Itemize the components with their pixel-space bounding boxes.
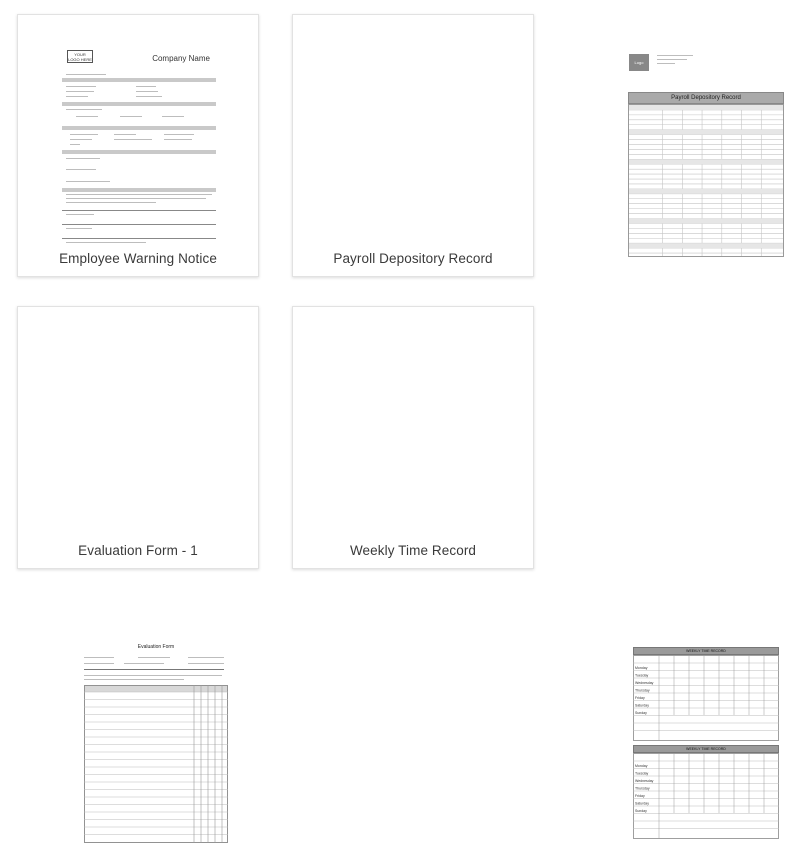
preview-rule (62, 238, 216, 239)
evaluation-grid (84, 685, 228, 843)
preview-section-bar (62, 188, 216, 192)
weekday-label: Wednesday (635, 779, 654, 783)
weekday-label: Sunday (635, 711, 647, 715)
template-preview-thumbnail[interactable] (627, 51, 785, 258)
preview-line (657, 55, 693, 56)
preview-line (76, 116, 98, 117)
preview-line (84, 679, 184, 680)
preview-line (70, 134, 98, 135)
preview-line (66, 202, 156, 203)
preview-line (188, 663, 224, 664)
preview-line (66, 91, 94, 92)
logo-placeholder: Logo (629, 54, 649, 71)
weekly-grid-2 (633, 753, 779, 839)
preview-section-bar (62, 102, 216, 106)
weekday-label: Tuesday (635, 673, 649, 678)
preview-line (84, 675, 222, 676)
preview-line (66, 74, 106, 75)
weekday-label: Sunday (635, 809, 647, 813)
preview-line (136, 86, 156, 87)
preview-heading: Evaluation Form (137, 644, 175, 650)
weekday-label: Monday (635, 764, 648, 768)
preview-line (66, 228, 92, 229)
preview-line (66, 109, 102, 110)
preview-line (164, 134, 194, 135)
preview-line (164, 139, 192, 140)
preview-line (66, 86, 96, 87)
preview-line (66, 194, 212, 195)
preview-line (84, 663, 114, 664)
payroll-grid (628, 104, 784, 257)
preview-line (188, 657, 224, 658)
preview-heading: WEEKLY TIME RECORD (633, 745, 779, 753)
weekday-label: Friday (635, 794, 645, 798)
preview-line (84, 657, 114, 658)
preview-line (657, 59, 687, 60)
template-preview-thumbnail[interactable] (633, 647, 779, 840)
preview-line (114, 139, 152, 140)
preview-line (120, 116, 142, 117)
preview-line (66, 169, 96, 170)
template-preview-thumbnail[interactable] (62, 48, 216, 248)
card-title[interactable]: Weekly Time Record (349, 543, 477, 558)
preview-company-name: Company Name (152, 54, 210, 63)
weekday-label: Saturday (635, 801, 650, 806)
weekday-label: Tuesday (635, 771, 649, 776)
preview-line (114, 134, 136, 135)
template-card-evaluation-form-1[interactable] (17, 306, 259, 650)
weekday-label: Thursday (635, 786, 650, 791)
preview-line (124, 663, 164, 664)
card-title[interactable]: Employee Warning Notice (59, 251, 217, 266)
template-card-payroll-depository-record[interactable] (292, 14, 741, 277)
card-title[interactable]: Payroll Depository Record (333, 251, 493, 266)
preview-heading: WEEKLY TIME RECORD (633, 647, 779, 655)
weekday-label: Saturday (635, 703, 650, 708)
weekday-label: Friday (635, 696, 645, 700)
template-card-weekly-time-record[interactable] (292, 306, 726, 813)
card-title[interactable]: Evaluation Form - 1 (78, 543, 198, 558)
preview-line (66, 214, 94, 215)
preview-line (66, 242, 146, 243)
preview-section-bar (62, 150, 216, 154)
preview-rule (84, 669, 224, 670)
preview-line (136, 91, 158, 92)
weekly-grid-1 (633, 655, 779, 741)
preview-line (66, 96, 88, 97)
template-card-employee-warning-notice[interactable] (17, 14, 259, 277)
preview-line (70, 144, 80, 145)
weekday-label: Monday (635, 666, 648, 670)
preview-rule (62, 210, 216, 211)
template-preview-thumbnail[interactable] (82, 635, 230, 845)
preview-line (66, 181, 110, 182)
logo-placeholder: YOUR LOGO HERE (68, 52, 92, 62)
preview-heading: Payroll Depository Record (628, 92, 784, 104)
preview-line (66, 158, 100, 159)
preview-section-bar (62, 126, 216, 130)
preview-line (162, 116, 184, 117)
preview-line (138, 657, 170, 658)
preview-line (136, 96, 162, 97)
preview-line (70, 139, 92, 140)
preview-section-bar (62, 78, 216, 82)
preview-rule (62, 224, 216, 225)
weekday-label: Wednesday (635, 681, 654, 685)
weekday-label: Thursday (635, 688, 650, 693)
preview-line (66, 198, 206, 199)
preview-line (657, 63, 675, 64)
